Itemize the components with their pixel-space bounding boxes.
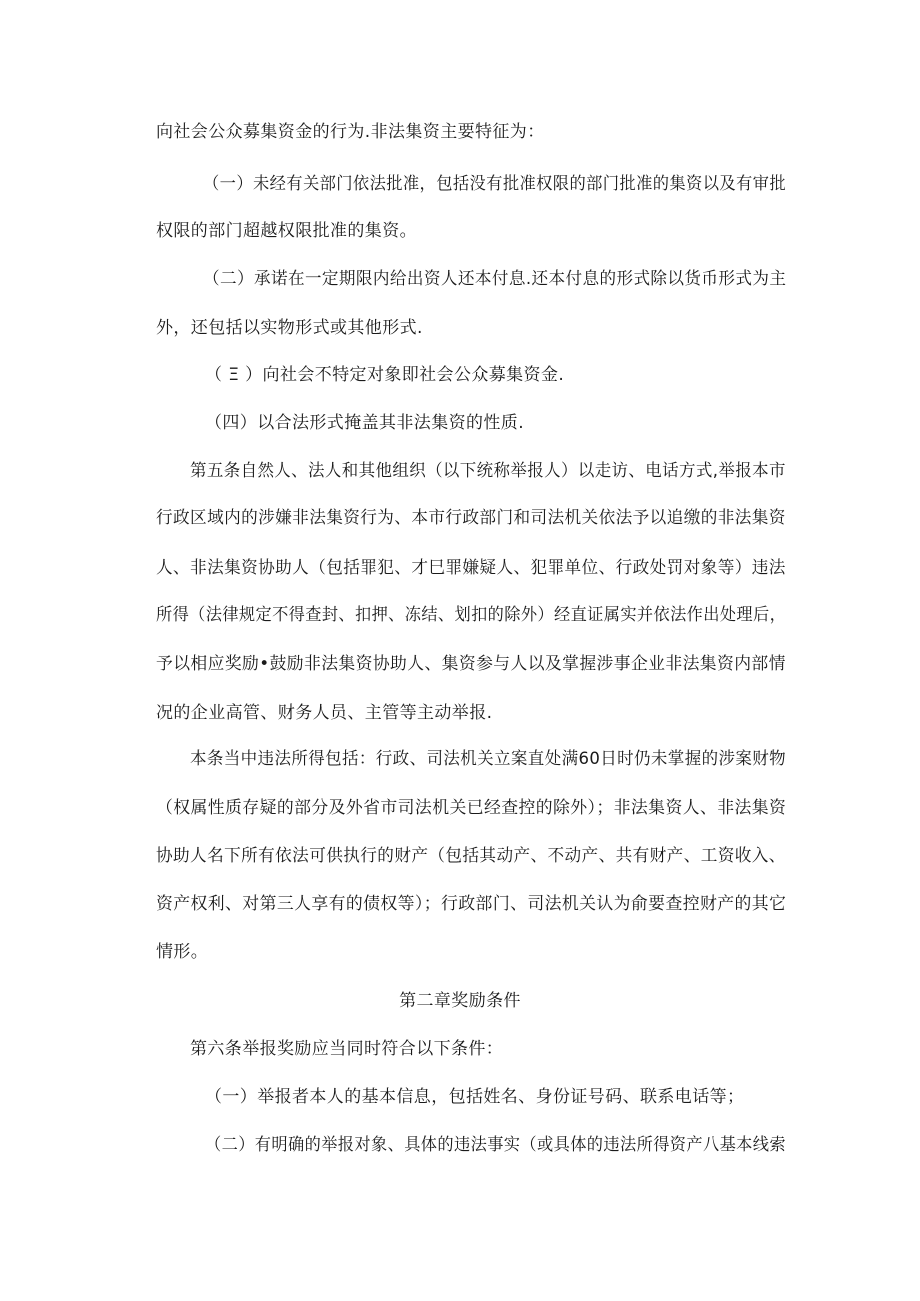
list-item-line: （一）未经有关部门依法批准，包括没有批准权限的部门批准的集资以及有审批 xyxy=(203,174,786,194)
text-line: 情形。 xyxy=(156,942,209,962)
chapter-heading: 第二章奖励条件 xyxy=(399,991,521,1011)
list-item-line: （ Ξ ）向社会不特定对象即社会公众募集资金. xyxy=(205,365,565,385)
text-line: 外，还包括以实物形式或其他形式. xyxy=(156,318,423,338)
text-line: 人、非法集资协助人（包括罪犯、才巳罪嫌疑人、犯罪单位、行政处罚对象等）违法 xyxy=(156,558,786,578)
text-line: 所得（法律规定不得查封、扣押、冻结、划扣的除外）经直证属实并依法作出处理后， xyxy=(156,605,787,625)
text-line: 向社会公众募集资金的行为.非法集资主要特征为： xyxy=(156,122,545,142)
text-line: 行政区域内的涉嫌非法集资行为、本市行政部门和司法机关依法予以追缴的非法集资 xyxy=(156,508,786,528)
article-line: 第六条举报奖励应当同时符合以下条件： xyxy=(190,1039,504,1059)
text-line: 权限的部门超越权限批准的集资。 xyxy=(156,221,417,241)
text-line: 予以相应奖励•鼓励非法集资协助人、集资参与人以及掌握涉事企业非法集资内部情 xyxy=(156,654,786,674)
article-line: 第五条自然人、法人和其他组织（以下统称举报人）以走访、电话方式,举报本市 xyxy=(190,461,786,481)
text-line: （权属性质存疑的部分及外省市司法机关已经查控的除外）；非法集资人、非法集资 xyxy=(156,798,787,818)
text-line: 资产权利、对第三人享有的债权等）；行政部门、司法机关认为俞要查控财产的其它 xyxy=(156,894,787,914)
list-item-line: （二）承诺在一定期限内给出资人还本付息.还本付息的形式除以货币形式为主 xyxy=(203,269,787,289)
list-item-line: （一）举报者本人的基本信息，包括姓名、身份证号码、联系电话等； xyxy=(205,1087,745,1107)
paragraph-line: 本条当中违法所得包括：行政、司法机关立案直处满60日时仍未掌握的涉案财物 xyxy=(190,749,787,769)
text-line: 况的企业高管、财务人员、主管等主动举报. xyxy=(156,703,493,723)
list-item-line: （二）有明确的举报对象、具体的违法事实（或具体的违法所得资产八基本线索 xyxy=(205,1135,786,1155)
list-item-line: （四）以合法形式掩盖其非法集资的性质. xyxy=(205,413,525,433)
text-line: 协助人名下所有依法可供执行的财产（包括其动产、不动产、共有财产、工资收入、 xyxy=(156,846,786,866)
